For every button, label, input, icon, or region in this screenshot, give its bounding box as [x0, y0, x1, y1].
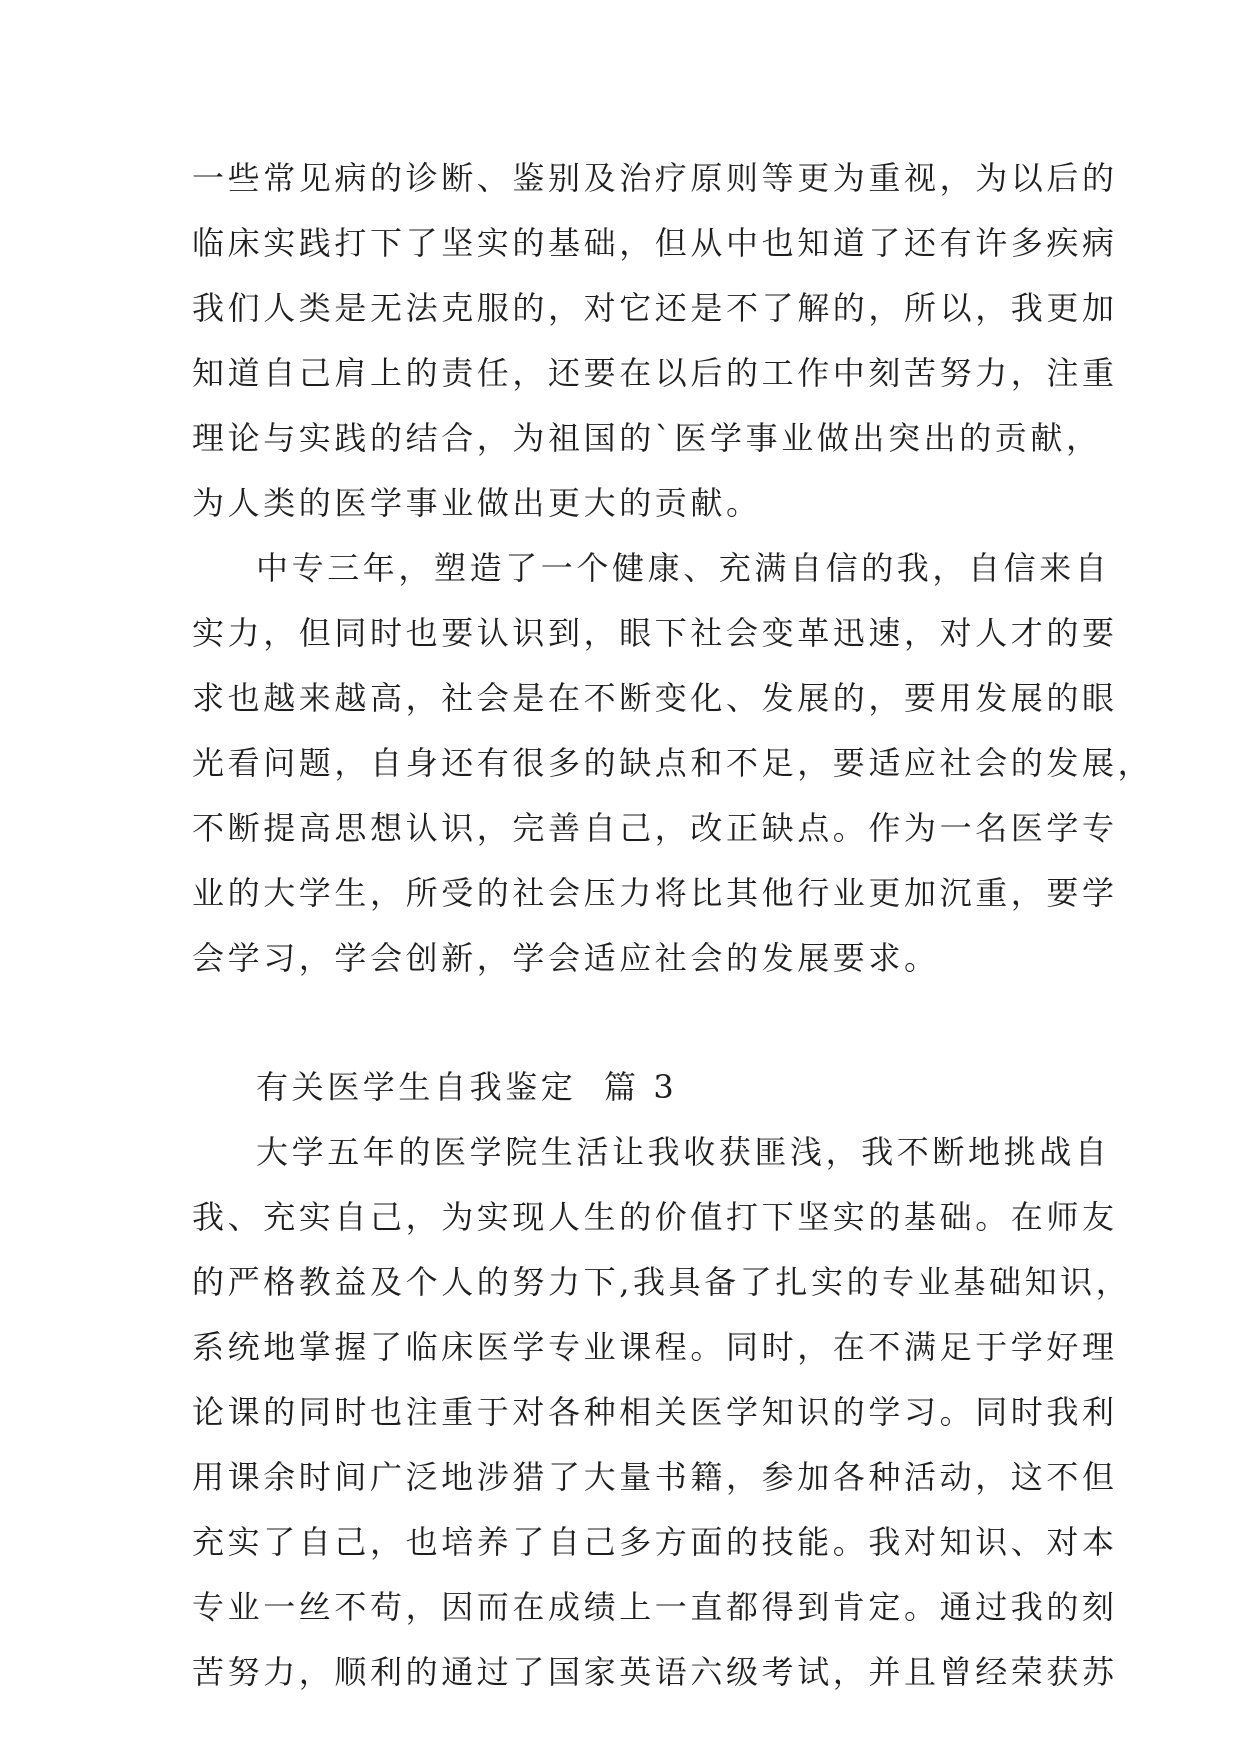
text-line: 光看问题，自身还有很多的缺点和不足，要适应社会的发展，: [192, 744, 1154, 782]
text-line: 系统地掌握了临床医学专业课程。同时，在不满足于学好理: [192, 1328, 1118, 1366]
text-line: 会学习，学会创新，学会适应社会的发展要求。: [192, 939, 940, 977]
section-spacer: [192, 991, 1052, 1055]
text-line: 理论与实践的结合，为祖国的`医学事业做出突出的贡献，: [192, 419, 1102, 457]
text-line: 用课余时间广泛地涉猎了大量书籍，参加各种活动，这不但: [192, 1458, 1118, 1496]
text-line: 充实了自己，也培养了自己多方面的技能。我对知识、对本: [192, 1523, 1118, 1561]
paragraph-3: [192, 1120, 1132, 1705]
text-line: 的严格教益及个人的努力下,我具备了扎实的专业基础知识，: [192, 1263, 1132, 1301]
text-line: 临床实践打下了坚实的基础，但从中也知道了还有许多疾病: [192, 224, 1118, 262]
text-line: 一些常见病的诊断、鉴别及治疗原则等更为重视，为以后的: [192, 159, 1118, 197]
text-line: 业的大学生，所受的社会压力将比其他行业更加沉重，要学: [192, 874, 1118, 912]
text-line: 专业一丝不苟，因而在成绩上一直都得到肯定。通过我的刻: [192, 1588, 1118, 1626]
text-line: 论课的同时也注重于对各种相关医学知识的学习。同时我利: [192, 1393, 1118, 1431]
text-line: 我们人类是无法克服的，对它还是不了解的，所以，我更加: [192, 289, 1118, 327]
section-heading: 有关医学生自我鉴定 篇 3: [256, 1068, 678, 1106]
text-line: 中专三年，塑造了一个健康、充满自信的我，自信来自: [256, 549, 1111, 587]
text-line: 知道自己肩上的责任，还要在以后的工作中刻苦努力，注重: [192, 354, 1118, 392]
text-line: 我、充实自己，为实现人生的价值打下坚实的基础。在师友: [192, 1198, 1118, 1236]
paragraph-1: [192, 146, 1118, 536]
text-line: 苦努力，顺利的通过了国家英语六级考试，并且曾经荣获苏: [192, 1653, 1118, 1691]
text-line: 实力，但同时也要认识到，眼下社会变革迅速，对人才的要: [192, 614, 1118, 652]
text-line: 不断提高思想认识，完善自己，改正缺点。作为一名医学专: [192, 809, 1118, 847]
text-line: 大学五年的医学院生活让我收获匪浅，我不断地挑战自: [256, 1133, 1111, 1171]
document-body: [192, 146, 1154, 1705]
text-line: 求也越来越高，社会是在不断变化、发展的，要用发展的眼: [192, 679, 1118, 717]
text-line: 为人类的医学事业做出更大的贡献。: [192, 484, 762, 522]
paragraph-2: [192, 536, 1154, 991]
